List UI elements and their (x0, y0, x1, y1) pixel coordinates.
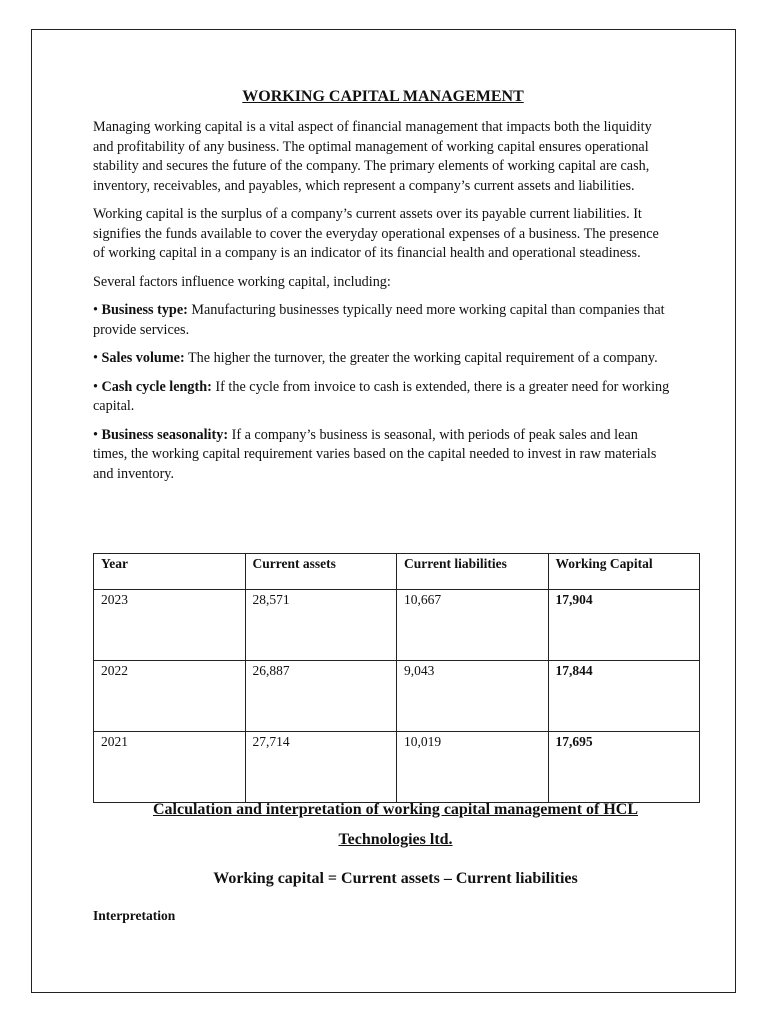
header-current-liabilities: Current liabilities (397, 554, 549, 590)
factor-text: Manufacturing businesses typically need more working capital than companies that provide services. (93, 302, 665, 338)
cell-working-capital: 17,695 (548, 732, 700, 803)
header-current-assets: Current assets (245, 554, 397, 590)
working-capital-formula: Working capital = Current assets – Current liabilities (213, 870, 578, 887)
factor-label: Sales volume: (101, 350, 185, 366)
cell-current-assets: 28,571 (245, 590, 397, 661)
factor-label: Cash cycle length: (101, 378, 212, 395)
cell-current-liabilities: 10,667 (397, 590, 549, 661)
bullet: • (93, 350, 98, 366)
factor-text: The higher the turnover, the greater the working capital requirement of a company. (184, 350, 658, 366)
table-row (94, 732, 700, 803)
cell-year: 2023 (94, 590, 246, 661)
table-header-row (94, 554, 700, 590)
cell-current-assets: 26,887 (245, 661, 397, 732)
bullet: • (93, 426, 98, 443)
factor-sales-volume (93, 349, 673, 369)
table-row (94, 661, 700, 732)
cell-current-assets: 27,714 (245, 732, 397, 803)
section-heading-line-2: Technologies ltd. (338, 831, 453, 848)
document-title: WORKING CAPITAL MANAGEMENT (242, 88, 524, 105)
cell-year: 2021 (94, 732, 246, 803)
header-working-capital: Working Capital (548, 554, 700, 590)
factor-seasonality (93, 426, 673, 485)
factor-business-type (93, 301, 673, 340)
document-body (93, 86, 673, 493)
factor-cash-cycle (93, 378, 673, 417)
factors-intro: Several factors influence working capital, including: (93, 273, 391, 290)
working-capital-table (93, 553, 700, 803)
factor-text: If the cycle from invoice to cash is extended, there is a greater need for working capital. (93, 378, 670, 414)
table-row (94, 590, 700, 661)
intro-paragraph-1: Managing working capital is a vital aspect of financial management that impacts both the liquidity and profitability of any business. The optimal management of working capital ensures operational stability and secures the future of the company. The primary elements of working capital are cash, inventory, receivables, and payables, which represent a company’s current assets and liabilities. (93, 119, 652, 194)
cell-year: 2022 (94, 661, 246, 732)
cell-current-liabilities: 10,019 (397, 732, 549, 803)
header-year: Year (94, 554, 246, 590)
factor-label: Business type: (101, 302, 188, 318)
cell-current-liabilities: 9,043 (397, 661, 549, 732)
bullet: • (93, 378, 98, 395)
factor-label: Business seasonality: (101, 426, 229, 443)
intro-paragraph-2: Working capital is the surplus of a company’s current assets over its payable current liabilities. It signifies the funds available to cover the everyday operational expenses of a business. The presence of working capital in a company is an indicator of its financial health and operational steadiness. (93, 206, 659, 261)
interpretation-heading: Interpretation (93, 908, 176, 923)
cell-working-capital: 17,904 (548, 590, 700, 661)
section-heading-line-1: Calculation and interpretation of working capital management of HCL (152, 801, 639, 818)
cell-working-capital: 17,844 (548, 661, 700, 732)
bullet: • (93, 302, 98, 318)
factor-text: If a company’s business is seasonal, with periods of peak sales and lean times, the working capital requirement varies based on the capital needed to invest in raw materials and inventory. (93, 426, 657, 482)
